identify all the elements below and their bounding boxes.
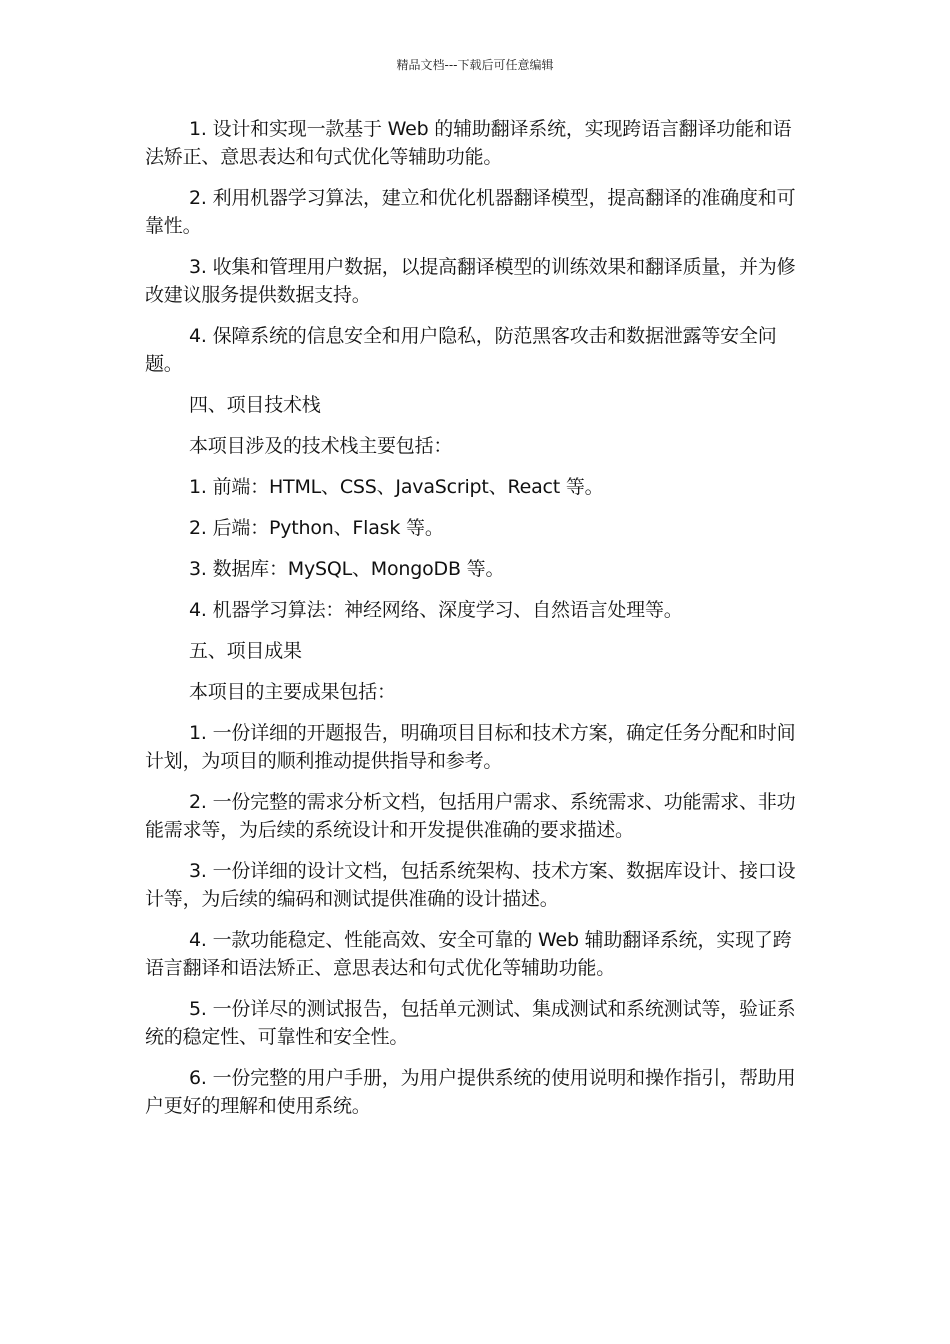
section-heading-tech-stack: 四、项目技术栈 — [189, 394, 321, 416]
tech-stack-item-backend: 2. 后端：Python、Flask 等。 — [189, 517, 444, 539]
section-heading-outcomes: 五、项目成果 — [189, 640, 302, 662]
page-header: 精品文档---下载后可任意编辑 — [396, 58, 554, 72]
outcome-item-3: 3. 一份详细的设计文档，包括系统架构、技术方案、数据库设计、接口设计等，为后续的编码和测试提供准确的设计描述。 — [145, 860, 796, 910]
outcome-item-5: 5. 一份详尽的测试报告，包括单元测试、集成测试和系统测试等，验证系统的稳定性、可靠性和安全性。 — [145, 998, 796, 1048]
outcome-item-2: 2. 一份完整的需求分析文档，包括用户需求、系统需求、功能需求、非功能需求等，为后续的系统设计和开发提供准确的要求描述。 — [145, 791, 796, 841]
objective-item-2: 2. 利用机器学习算法，建立和优化机器翻译模型，提高翻译的准确度和可靠性。 — [145, 187, 796, 237]
objective-item-4: 4. 保障系统的信息安全和用户隐私，防范黑客攻击和数据泄露等安全问题。 — [145, 325, 777, 375]
outcome-item-4: 4. 一款功能稳定、性能高效、安全可靠的 Web 辅助翻译系统，实现了跨语言翻译和语法矫正、意思表达和句式优化等辅助功能。 — [145, 929, 792, 979]
tech-stack-intro: 本项目涉及的技术栈主要包括： — [189, 435, 453, 457]
outcomes-intro: 本项目的主要成果包括： — [189, 681, 396, 703]
objective-item-1: 1. 设计和实现一款基于 Web 的辅助翻译系统，实现跨语言翻译功能和语法矫正、意思表达和句式优化等辅助功能。 — [145, 118, 792, 168]
tech-stack-item-ml: 4. 机器学习算法：神经网络、深度学习、自然语言处理等。 — [189, 599, 683, 621]
outcome-item-1: 1. 一份详细的开题报告，明确项目目标和技术方案，确定任务分配和时间计划，为项目的顺利推动提供指导和参考。 — [145, 722, 796, 772]
outcome-item-6: 6. 一份完整的用户手册，为用户提供系统的使用说明和操作指引，帮助用户更好的理解和使用系统。 — [145, 1067, 796, 1117]
tech-stack-item-database: 3. 数据库：MySQL、MongoDB 等。 — [189, 558, 505, 580]
document-body — [145, 115, 810, 1133]
objective-item-3: 3. 收集和管理用户数据，以提高翻译模型的训练效果和翻译质量，并为修改建议服务提供数据支持。 — [145, 256, 796, 306]
tech-stack-item-frontend: 1. 前端：HTML、CSS、JavaScript、React 等。 — [189, 476, 604, 498]
